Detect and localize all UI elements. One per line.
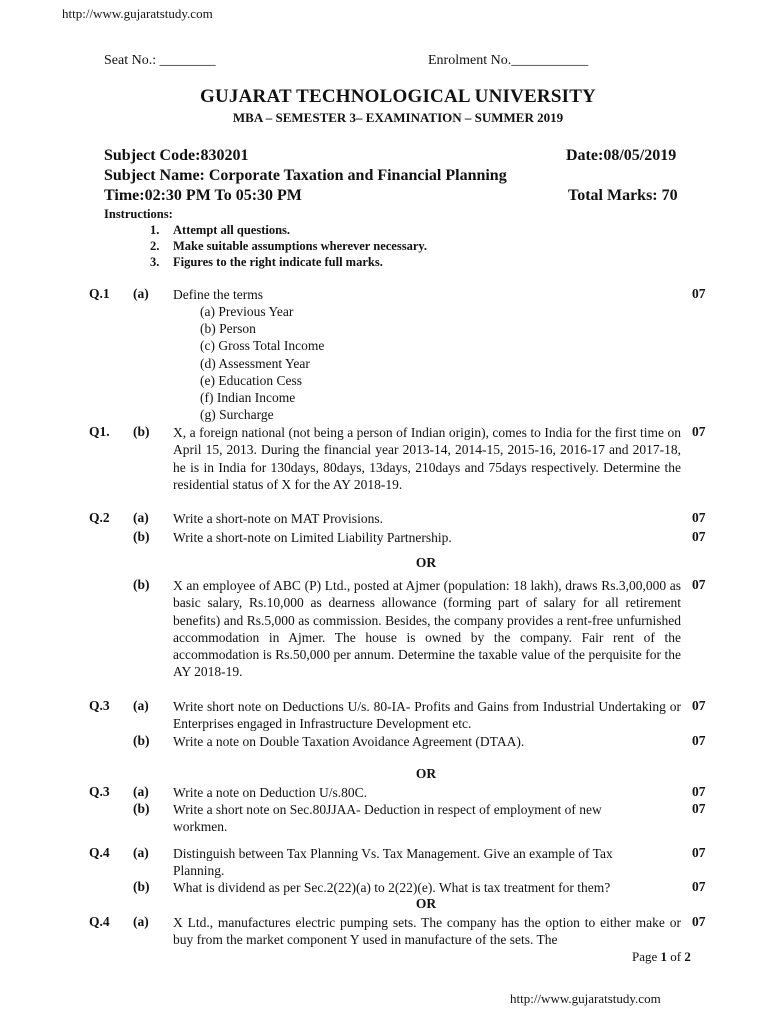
sub-question-label: (b) (133, 577, 150, 592)
or-separator: OR (415, 555, 437, 570)
term-item: (d) Assessment Year (200, 356, 310, 371)
question-marks: 07 (692, 733, 706, 748)
question-text: X, a foreign national (not being a person of Indian origin), comes to India for the first time on April 15, 2013. During the financial year 2013-14, 2014-15, 2015-16, 2016-17 and 2017-18, he is in India for 130days, 80days, 13days, 210days and 75days respectively. Determine the residential status of X for the AY 2018-19. (173, 425, 681, 492)
term-item: (a) Previous Year (200, 304, 294, 319)
subject-code: Subject Code:830201 (104, 147, 249, 164)
sub-question-label: (a) (133, 784, 149, 799)
question-text: Write a short note on Sec.80JJAA- Deduction in respect of employment of new workmen. (173, 802, 602, 835)
question-number: Q.1 (89, 286, 110, 301)
page-of: of (667, 949, 685, 964)
footer-url: http://www.gujaratstudy.com (510, 991, 661, 1006)
subject-name: Subject Name: Corporate Taxation and Financial Planning (104, 167, 507, 184)
question-text: Write a short-note on MAT Provisions. (173, 511, 383, 526)
page-prefix: Page (632, 949, 661, 964)
page-number (632, 949, 691, 965)
sub-question-label: (a) (133, 698, 149, 713)
question-text: Write a note on Deduction U/s.80C. (173, 785, 368, 800)
question-text: Write a short-note on Limited Liability Partnership. (173, 530, 452, 545)
question-text: Write a note on Double Taxation Avoidance Agreement (DTAA). (173, 734, 525, 749)
page-current: 1 (660, 949, 668, 964)
term-item: (g) Surcharge (200, 407, 274, 422)
question-text: X Ltd., manufactures electric pumping sets. The company has the option to either make or buy from the market component Y used in manufacture of the sets. The (173, 915, 681, 948)
total-marks: Total Marks: 70 (568, 187, 678, 204)
question-number: Q.3 (89, 784, 110, 799)
university-title: GUJARAT TECHNOLOGICAL UNIVERSITY (200, 86, 596, 107)
question-text: What is dividend as per Sec.2(22)(a) to 2(22)(e). What is tax treatment for them? (173, 880, 611, 895)
question-marks: 07 (692, 845, 706, 860)
instruction-number: 3. (150, 255, 160, 269)
question-marks: 07 (692, 914, 706, 929)
sub-question-label: (b) (133, 801, 150, 816)
question-marks: 07 (692, 510, 706, 525)
question-number: Q.4 (89, 845, 110, 860)
page-total: 2 (684, 949, 691, 964)
term-item: (e) Education Cess (200, 373, 302, 388)
term-item: (c) Gross Total Income (200, 338, 325, 353)
term-item: (f) Indian Income (200, 390, 296, 405)
exam-time: Time:02:30 PM To 05:30 PM (104, 187, 302, 204)
sub-question-label: (a) (133, 845, 149, 860)
instruction-number: 2. (150, 239, 160, 253)
sub-question-label: (b) (133, 424, 150, 439)
or-separator: OR (415, 896, 437, 911)
question-number: Q1. (89, 424, 110, 439)
question-marks: 07 (692, 424, 706, 439)
enrolment-no-field: Enrolment No.___________ (428, 53, 589, 68)
instruction-text: Make suitable assumptions wherever necessary. (173, 239, 428, 253)
instructions-heading: Instructions: (104, 207, 173, 221)
question-marks: 07 (692, 801, 706, 816)
sub-question-label: (b) (133, 529, 150, 544)
sub-question-label: (a) (133, 914, 149, 929)
instruction-text: Attempt all questions. (173, 223, 291, 237)
question-number: Q.3 (89, 698, 110, 713)
question-text: Define the terms (173, 287, 263, 302)
question-marks: 07 (692, 784, 706, 799)
exam-date: Date:08/05/2019 (566, 147, 677, 164)
question-number: Q.2 (89, 510, 110, 525)
header-url: http://www.gujaratstudy.com (62, 6, 213, 21)
sub-question-label: (a) (133, 286, 149, 301)
question-marks: 07 (692, 286, 706, 301)
sub-question-label: (b) (133, 879, 150, 894)
term-item: (b) Person (200, 321, 256, 336)
or-separator: OR (415, 766, 437, 781)
question-text: Distinguish between Tax Planning Vs. Tax Management. Give an example of Tax Planning. (173, 846, 613, 879)
instruction-number: 1. (150, 223, 160, 237)
question-marks: 07 (692, 879, 706, 894)
seat-no-field: Seat No.: ________ (104, 53, 216, 68)
question-text: X an employee of ABC (P) Ltd., posted at Ajmer (population: 18 lakh), draws Rs.3,00,000 as basic salary, Rs.10,000 as dearness allowance (forming part of salary for all retirement benefits) and Rs.5,000 as commission. Besides, the company provides a rent-free unfurnished accommodation in Ajmer. The house is owned by the company. Fair rent of the accommodation is Rs.50,000 per annum. Determine the taxable value of the perquisite for the AY 2018-19. (173, 578, 681, 680)
question-marks: 07 (692, 529, 706, 544)
question-marks: 07 (692, 577, 706, 592)
instruction-text: Figures to the right indicate full marks. (173, 255, 383, 269)
sub-question-label: (b) (133, 733, 150, 748)
sub-question-label: (a) (133, 510, 149, 525)
question-text: Write short note on Deductions U/s. 80-IA- Profits and Gains from Industrial Undertaking or Enterprises engaged in Infrastructure Development etc. (173, 699, 681, 732)
question-number: Q.4 (89, 914, 110, 929)
exam-title: MBA – SEMESTER 3– EXAMINATION – SUMMER 2019 (232, 110, 564, 125)
question-marks: 07 (692, 698, 706, 713)
